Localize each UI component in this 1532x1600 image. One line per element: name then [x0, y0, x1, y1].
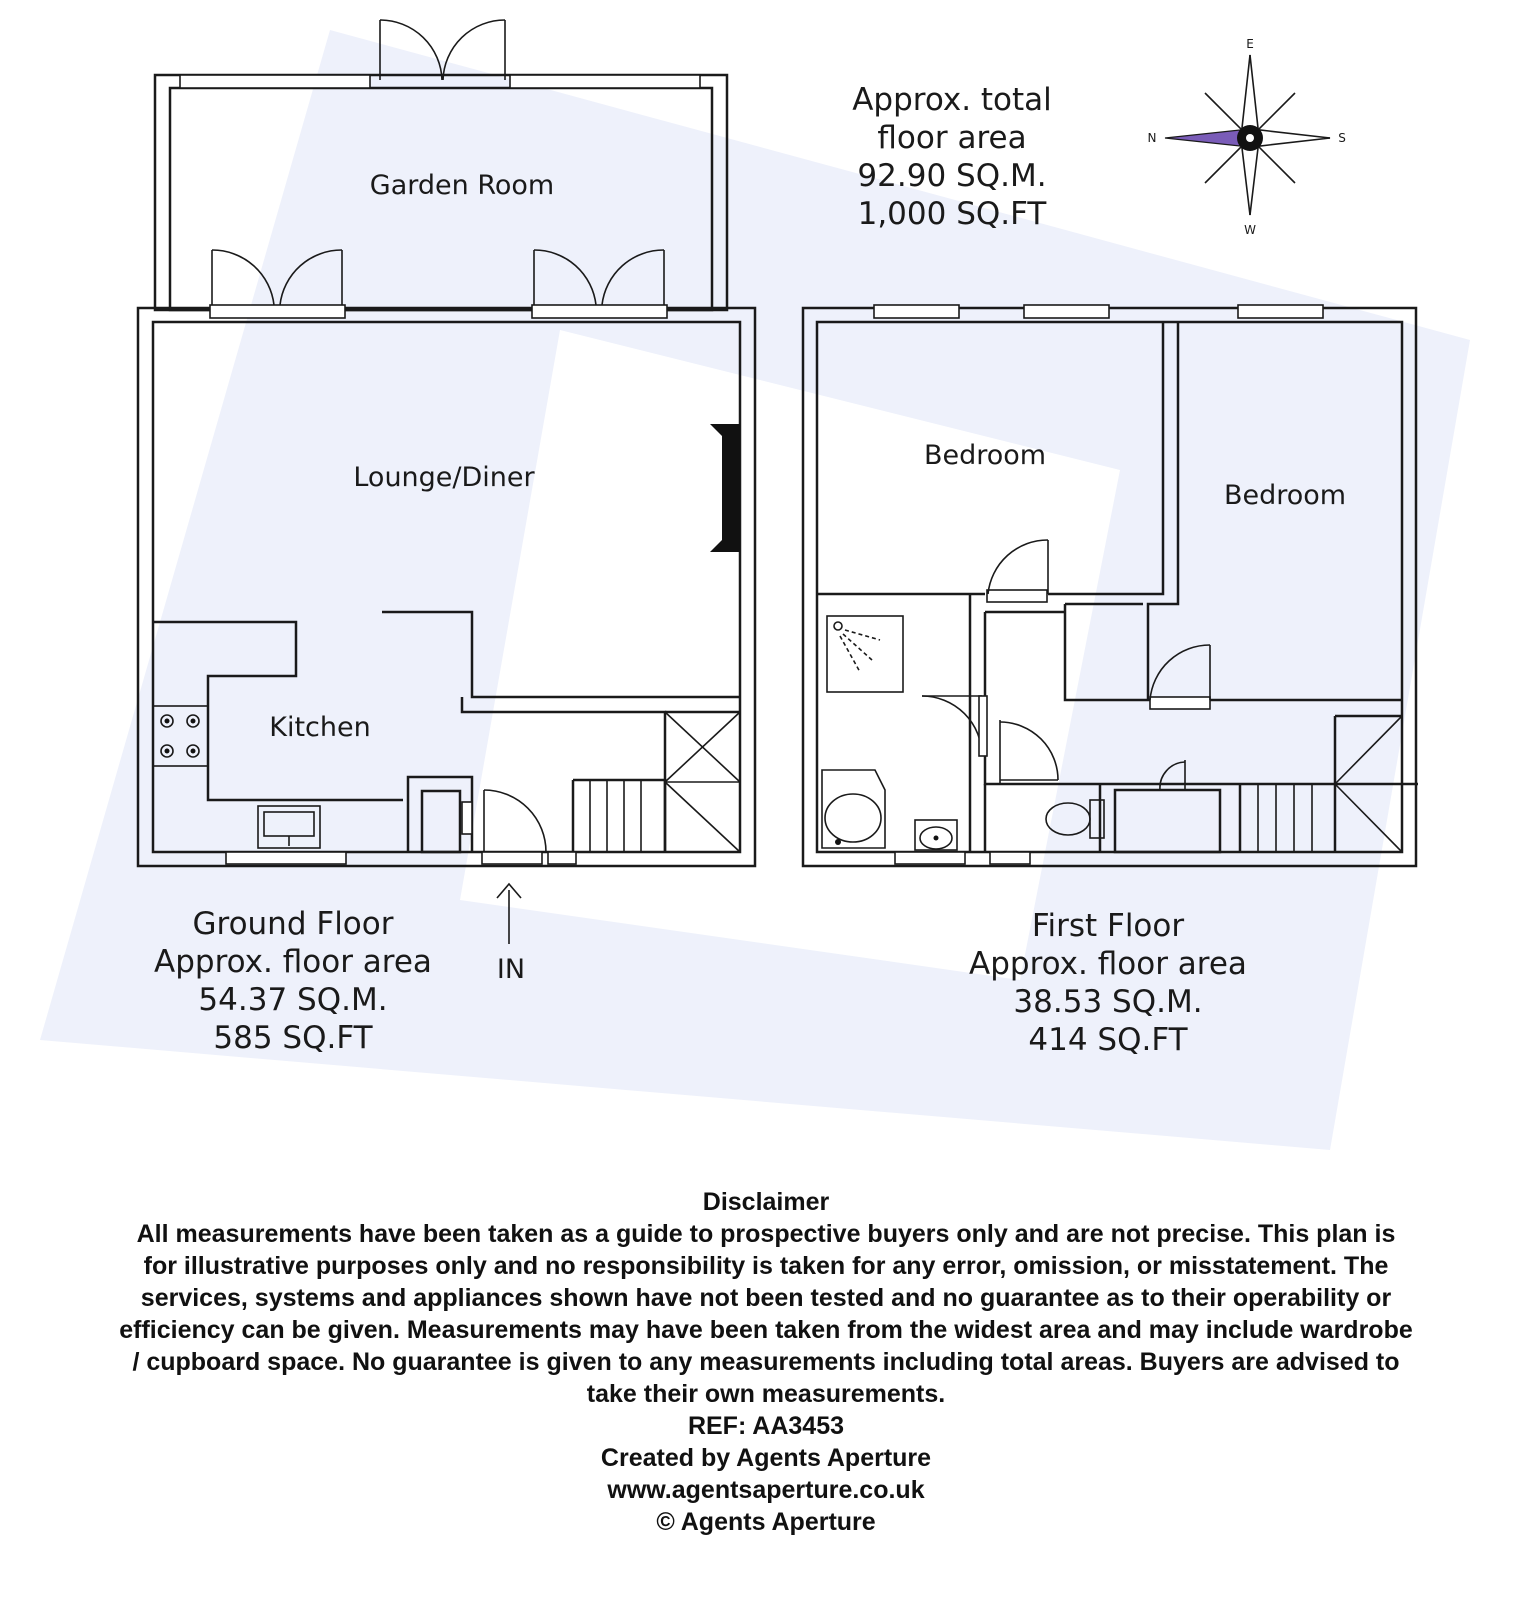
entrance-label: IN: [496, 954, 526, 985]
copyright: © Agents Aperture: [656, 1508, 876, 1536]
first-floor-area-label: Approx. floor area: [969, 946, 1247, 982]
website-link[interactable]: www.agentsaperture.co.uk: [607, 1476, 925, 1504]
ground-floor-sqm: 54.37 SQ.M.: [198, 982, 388, 1018]
lounge-diner-label: Lounge/Diner: [353, 462, 535, 493]
first-floor-sqft: 414 SQ.FT: [1028, 1022, 1188, 1058]
shower: [827, 616, 903, 692]
total-area-sqm: 92.90 SQ.M.: [857, 158, 1047, 194]
disclaimer-line: services, systems and appliances shown have not been tested and no guarantee as to their operability or: [140, 1284, 1392, 1312]
disclaimer-line: / cupboard space. No guarantee is given to any measurements including total areas. Buyers are advised to: [132, 1348, 1400, 1376]
first-floor-title: First Floor: [1031, 908, 1185, 944]
disclaimer-line: All measurements have been taken as a guide to prospective buyers only and are not precise. This plan is: [136, 1220, 1396, 1248]
compass: [1148, 37, 1346, 237]
ground-floor-sqft: 585 SQ.FT: [213, 1020, 373, 1056]
bedroom-2-label: Bedroom: [1223, 480, 1347, 511]
reference-number: REF: AA3453: [687, 1412, 845, 1440]
garden-room-label: Garden Room: [369, 170, 555, 201]
disclaimer-line: efficiency can be given. Measurements may have been taken from the widest area and may include wardrobe: [119, 1316, 1413, 1344]
compass-east: E: [1246, 37, 1254, 51]
kitchen-label: Kitchen: [269, 712, 371, 743]
bedroom-1-label: Bedroom: [923, 440, 1047, 471]
total-area-line1: Approx. total: [852, 82, 1052, 118]
corner-bath: [822, 770, 885, 848]
fireplace: [710, 424, 740, 552]
created-by: Created by Agents Aperture: [600, 1444, 932, 1472]
disclaimer-title: Disclaimer: [702, 1188, 830, 1216]
compass-north: N: [1147, 131, 1157, 145]
disclaimer-line: take their own measurements.: [586, 1380, 946, 1408]
disclaimer-line: for illustrative purposes only and no responsibility is taken for any error, omission, or misstatement. The: [143, 1252, 1389, 1280]
first-floor-sqm: 38.53 SQ.M.: [1013, 984, 1203, 1020]
disclaimer-block: [10, 1186, 1522, 1538]
total-area-sqft: 1,000 SQ.FT: [857, 196, 1047, 232]
ground-floor-area-label: Approx. floor area: [154, 944, 432, 980]
compass-west: W: [1244, 223, 1256, 237]
compass-south: S: [1338, 131, 1346, 145]
basin: [915, 820, 957, 850]
total-area-line2: floor area: [877, 120, 1027, 156]
ground-floor-title: Ground Floor: [192, 906, 394, 942]
